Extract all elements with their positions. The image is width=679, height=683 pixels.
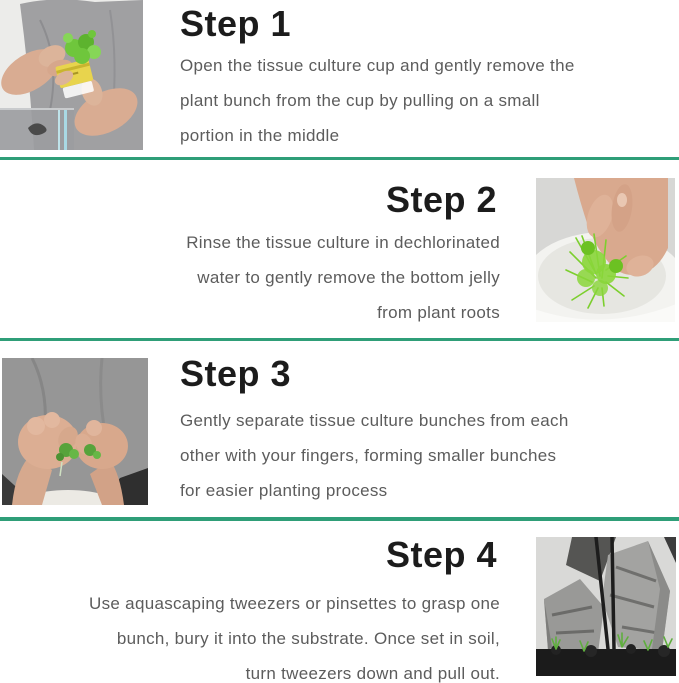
step-3-photo-separating-bunches (2, 358, 148, 505)
text-line: Open the tissue culture cup and gently remove the (180, 56, 575, 75)
text-line: Gently separate tissue culture bunches from each (180, 411, 569, 430)
aquarium-tank (0, 108, 74, 150)
text-line: turn tweezers down and pull out. (245, 664, 500, 683)
step-3-title: Step 3 (180, 353, 292, 394)
step-1-photo-hands-opening-cup (0, 0, 143, 150)
step-2-title: Step 2 (385, 179, 497, 220)
step-2-photo-rinsing-plant (536, 178, 675, 322)
step-1-title: Step 1 (180, 3, 292, 44)
text-line: from plant roots (377, 303, 500, 322)
text-line: Use aquascaping tweezers or pinsettes to grasp one (89, 594, 500, 613)
step-4-photo-planting-with-tweezers (536, 537, 676, 676)
text-line: bunch, bury it into the substrate. Once set in soil, (116, 629, 500, 648)
text-line: water to gently remove the bottom jelly (197, 268, 500, 287)
step-3-description (180, 403, 569, 508)
section-divider (0, 517, 679, 521)
step-2-description (186, 225, 500, 330)
text-line: for easier planting process (180, 481, 388, 500)
text-line: portion in the middle (180, 126, 340, 145)
text-line: Rinse the tissue culture in dechlorinated (186, 233, 500, 252)
text-line: other with your fingers, forming smaller bunches (180, 446, 557, 465)
section-divider (0, 338, 679, 341)
step-1-description (180, 48, 575, 153)
step-4-description (89, 586, 500, 683)
section-divider (0, 157, 679, 160)
text-line: plant bunch from the cup by pulling on a small (180, 91, 540, 110)
step-4-title: Step 4 (385, 534, 497, 575)
